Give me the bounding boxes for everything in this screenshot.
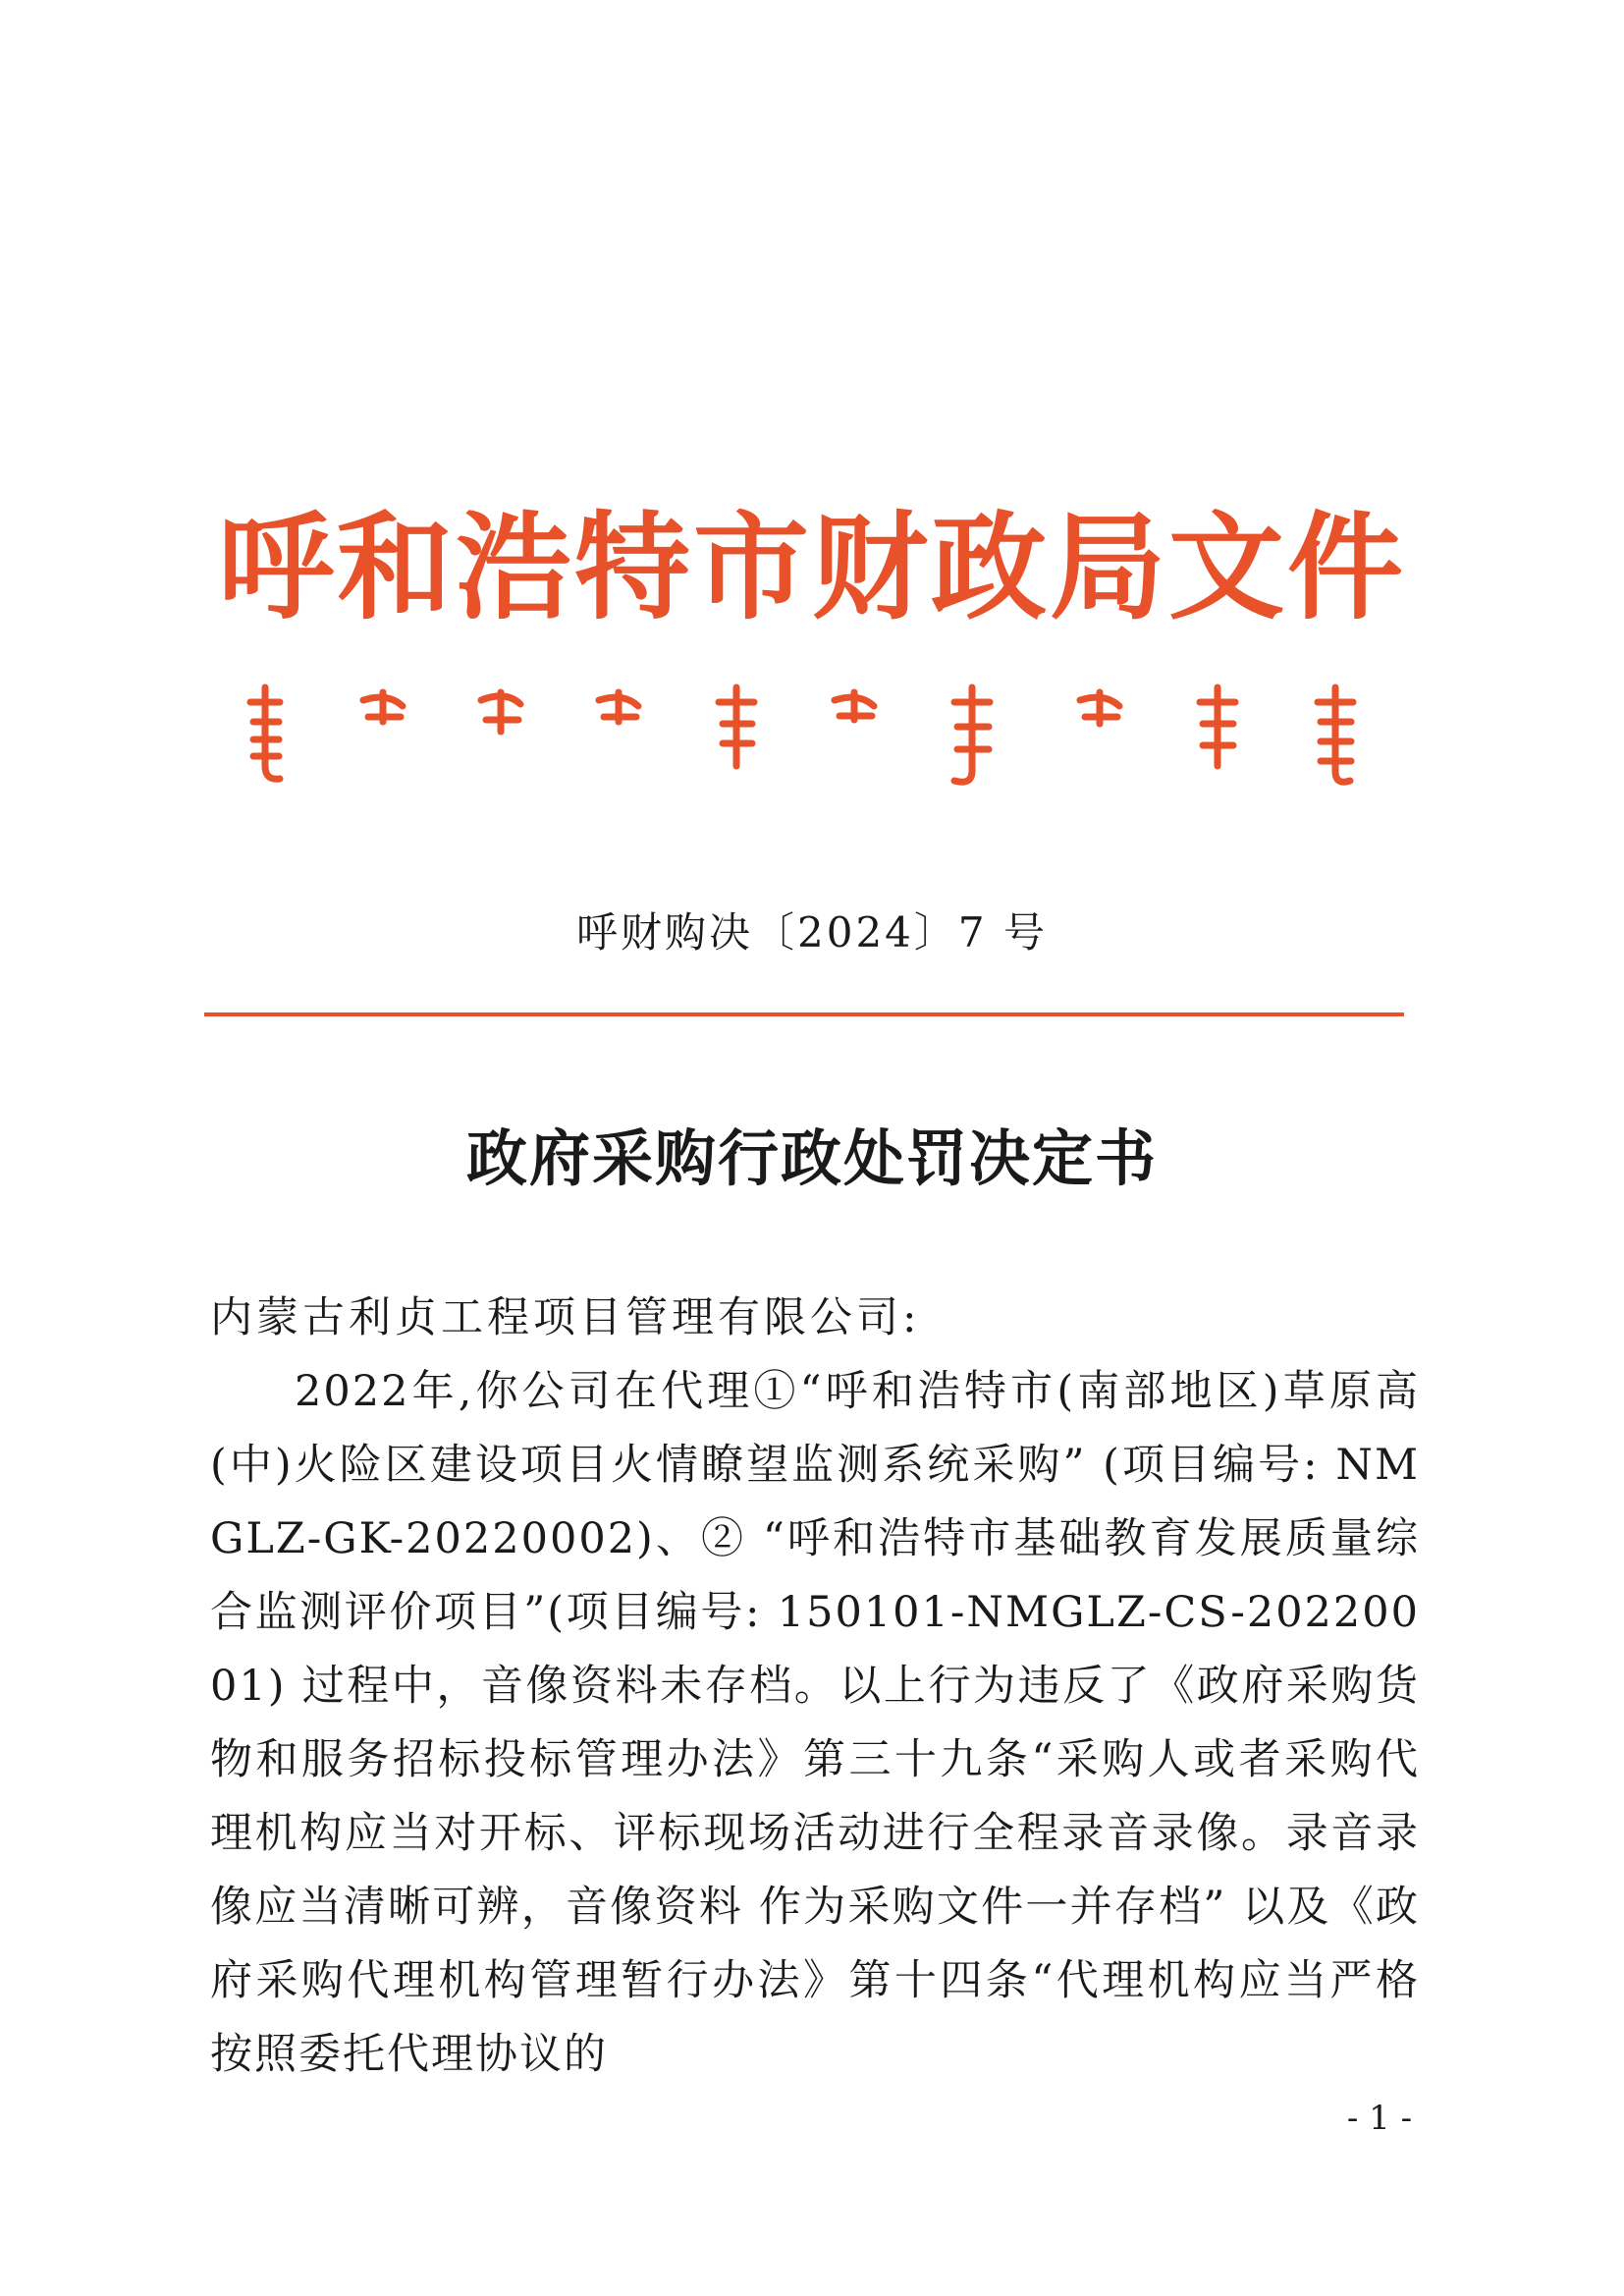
mongolian-word — [719, 687, 754, 766]
mongolian-word — [835, 692, 874, 720]
mongolian-word — [363, 692, 403, 722]
mongolian-word — [1200, 687, 1235, 766]
page-number: - 1 - — [1346, 2099, 1413, 2138]
mongolian-script-header — [245, 673, 1375, 791]
document-number: 呼财购决〔2024〕7 号 — [576, 908, 1048, 957]
document-header-title: 呼和浩特市财政局文件 — [217, 500, 1406, 635]
header-red-rule — [204, 1012, 1404, 1016]
mongolian-word — [1318, 687, 1353, 782]
mongolian-word — [1080, 692, 1119, 724]
addressee: 内蒙古利贞工程项目管理有限公司: — [210, 1293, 921, 1342]
mongolian-word — [599, 692, 638, 722]
mongolian-word — [481, 692, 520, 732]
body-paragraph: 2022年,你公司在代理①“呼和浩特市(南部地区)草原高(中)火险区建设项目火情瞭望监测系统采购” (项目编号: NMGLZ-GK-20220002)、② “呼和浩特市基础教育发展质量综合监测评价项目”(项目编号: 150101-NMGLZ-CS-20220001) 过程中，音像资料未存档。以上行为违反了《政府采购货物和服务招标投标管理办法》第三十九条“采购人或者采购代理机构应当对开标、评标现场活动进行全程录音录像。录音录像应当清晰可辨，音像资料 作为采购文件一并存档” 以及《政府采购代理机构管理暂行办法》第十四条“代理机构应当严格按照委托代理协议的 — [210, 1367, 1420, 2079]
mongolian-word — [954, 687, 990, 782]
decision-title: 政府采购行政处罚决定书 — [465, 1122, 1158, 1194]
mongolian-word — [250, 687, 280, 779]
